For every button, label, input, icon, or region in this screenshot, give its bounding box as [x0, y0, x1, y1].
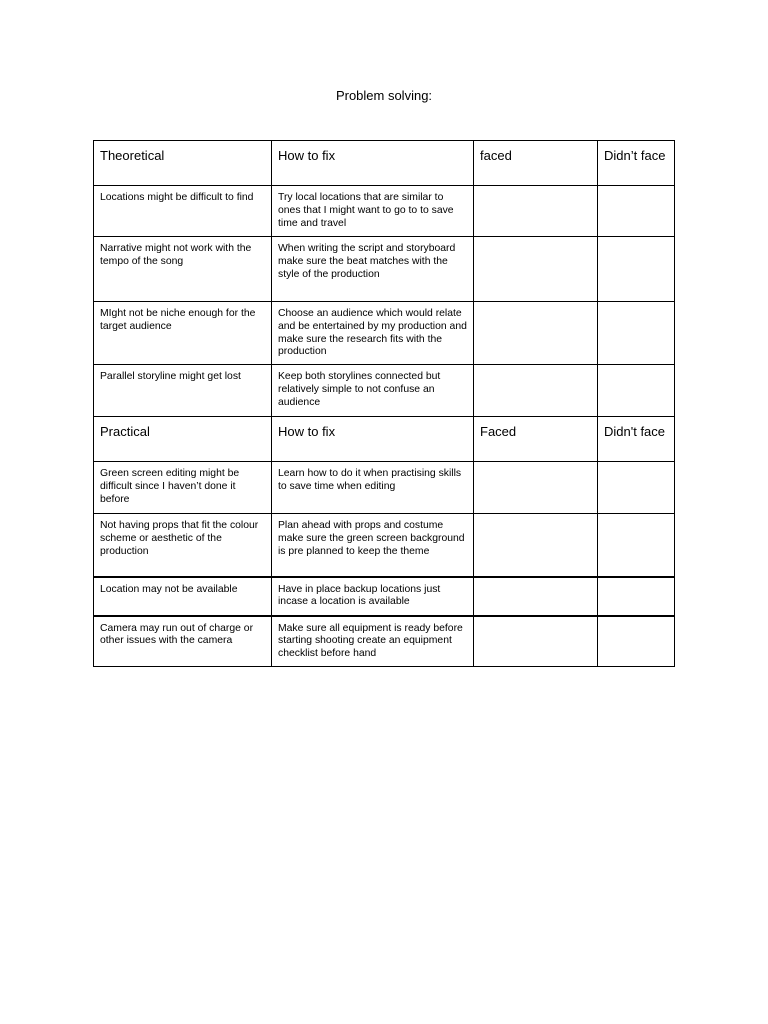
fix-cell: Plan ahead with props and costume make sure the green screen background is pre planned to keep the theme [272, 514, 474, 577]
header-cell-didnt-face: Didn't face [598, 417, 675, 462]
fix-cell: Choose an audience which would relate and be entertained by my production and make sure the research fits with the production [272, 302, 474, 365]
table-row [94, 237, 675, 302]
didnt-face-cell [598, 616, 675, 667]
table-row [94, 365, 675, 417]
didnt-face-cell [598, 462, 675, 514]
header-cell-how-to-fix: How to fix [272, 417, 474, 462]
fix-cell: Have in place backup locations just incase a location is available [272, 577, 474, 616]
header-cell-practical: Practical [94, 417, 272, 462]
problem-cell: Camera may run out of charge or other issues with the camera [94, 616, 272, 667]
header-cell-faced: faced [474, 141, 598, 186]
didnt-face-cell [598, 237, 675, 302]
table-row [94, 462, 675, 514]
page-title: Problem solving: [335, 88, 433, 103]
header-cell-didnt-face: Didn’t face [598, 141, 675, 186]
header-cell-theoretical: Theoretical [94, 141, 272, 186]
didnt-face-cell [598, 186, 675, 237]
faced-cell [474, 302, 598, 365]
fix-cell: Make sure all equipment is ready before starting shooting create an equipment checklist before hand [272, 616, 474, 667]
faced-cell [474, 237, 598, 302]
table-row [94, 616, 675, 667]
table-row [94, 577, 675, 616]
problem-cell: Narrative might not work with the tempo of the song [94, 237, 272, 302]
fix-cell: Keep both storylines connected but relatively simple to not confuse an audience [272, 365, 474, 417]
faced-cell [474, 365, 598, 417]
faced-cell [474, 462, 598, 514]
problem-cell: Locations might be difficult to find [94, 186, 272, 237]
didnt-face-cell [598, 577, 675, 616]
problem-cell: Parallel storyline might get lost [94, 365, 272, 417]
faced-cell [474, 186, 598, 237]
fix-cell: Try local locations that are similar to ones that I might want to go to to save time and travel [272, 186, 474, 237]
table-row [94, 302, 675, 365]
didnt-face-cell [598, 302, 675, 365]
problem-solving-table [93, 140, 675, 667]
theoretical-header-row [94, 141, 675, 186]
table-row [94, 186, 675, 237]
faced-cell [474, 577, 598, 616]
faced-cell [474, 616, 598, 667]
header-cell-how-to-fix: How to fix [272, 141, 474, 186]
problem-cell: Green screen editing might be difficult since I haven’t done it before [94, 462, 272, 514]
practical-header-row [94, 417, 675, 462]
problem-cell: Location may not be available [94, 577, 272, 616]
fix-cell: When writing the script and storyboard make sure the beat matches with the style of the production [272, 237, 474, 302]
table-row [94, 514, 675, 577]
didnt-face-cell [598, 514, 675, 577]
problem-cell: Not having props that fit the colour scheme or aesthetic of the production [94, 514, 272, 577]
header-cell-faced: Faced [474, 417, 598, 462]
faced-cell [474, 514, 598, 577]
fix-cell: Learn how to do it when practising skills to save time when editing [272, 462, 474, 514]
didnt-face-cell [598, 365, 675, 417]
problem-cell: MIght not be niche enough for the target audience [94, 302, 272, 365]
